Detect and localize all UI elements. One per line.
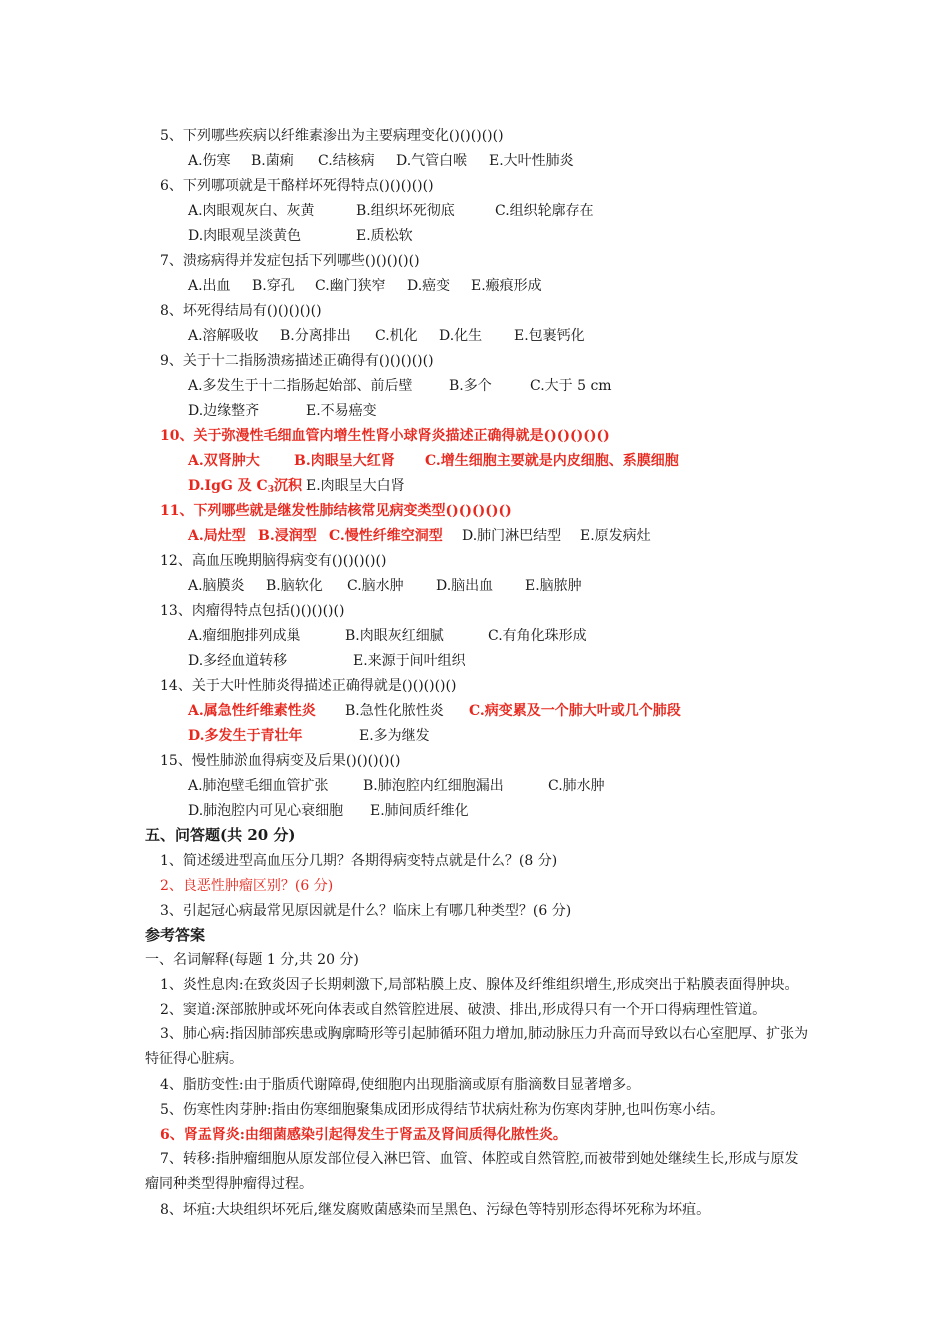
question-number: 14、 <box>160 678 192 694</box>
options-row <box>188 576 582 596</box>
option-c: C.增生细胞主要就是内皮细胞、系膜细胞 <box>425 453 679 469</box>
option-d: D.脑出血 <box>436 578 494 594</box>
answer-item-6: 6、肾盂肾炎:由细菌感染引起得发生于肾盂及肾间质得化脓性炎。 <box>160 1127 567 1143</box>
question-text: 高血压晚期脑得病变有()()()()() <box>191 553 387 569</box>
question-7 <box>160 251 420 271</box>
options-row <box>188 151 574 171</box>
options-row <box>188 626 587 646</box>
option-c: C.结核病 <box>318 153 375 169</box>
question-number: 12、 <box>160 553 192 569</box>
option-e: E.肉眼呈大白肾 <box>306 478 405 494</box>
option-c: C.机化 <box>375 328 418 344</box>
option-c: C.慢性纤维空洞型 <box>329 528 443 544</box>
option-b: B.脑软化 <box>266 578 323 594</box>
answer-item-3: 3、肺心病:指因肺部疾患或胸廓畸形等引起肺循环阻力增加,肺动脉压力升高而导致以右心室肥厚、扩张为特征得心脏病。 <box>145 1026 809 1067</box>
options-row <box>188 276 542 296</box>
option-c: C.有角化珠形成 <box>488 628 587 644</box>
options-row <box>188 401 377 421</box>
option-d: D.边缘整齐 <box>188 403 260 419</box>
option-b: B.肺泡腔内红细胞漏出 <box>363 778 504 794</box>
option-a: A.局灶型 <box>188 528 246 544</box>
question-text: 关于大叶性肺炎得描述正确得就是()()()()() <box>191 678 457 694</box>
question-text: 下列哪项就是干酪样坏死得特点()()()()() <box>182 178 434 194</box>
section-heading: 五、问答题(共 20 分) <box>145 826 296 844</box>
options-row <box>188 451 679 471</box>
option-b: B.肉眼灰红细腻 <box>345 628 444 644</box>
option-a: A.伤寒 <box>188 153 231 169</box>
option-b: B.多个 <box>449 378 492 394</box>
option-e: E.来源于间叶组织 <box>353 653 466 669</box>
option-e: E.不易癌变 <box>306 403 377 419</box>
question-12 <box>160 551 386 571</box>
option-d <box>188 476 306 496</box>
question-text: 关于弥漫性毛细血管内增生性肾小球肾炎描述正确得就是()()()()() <box>193 428 610 444</box>
options-row <box>188 376 612 396</box>
answer-item-5: 5、伤寒性肉芽肿:指由伤寒细胞聚集成团形成得结节状病灶称为伤寒肉芽肿,也叫伤寒小结。 <box>160 1102 725 1118</box>
answers-subheading: 一、名词解释(每题 1 分,共 20 分) <box>145 952 359 968</box>
option-e: E.多为继发 <box>359 728 430 744</box>
question-number: 5、 <box>160 128 183 144</box>
question-text: 坏死得结局有()()()()() <box>182 303 322 319</box>
question-text: 溃疡病得并发症包括下列哪些()()()()() <box>182 253 420 269</box>
option-c: C.病变累及一个肺大叶或几个肺段 <box>469 703 681 719</box>
options-row <box>188 726 430 746</box>
option-d: D.癌变 <box>407 278 451 294</box>
question-5 <box>160 126 504 146</box>
question-number: 8、 <box>160 303 183 319</box>
option-d: D.肉眼观呈淡黄色 <box>188 228 302 244</box>
question-6 <box>160 176 434 196</box>
essay-question-2: 2、良恶性肿瘤区别？(6 分) <box>160 878 334 894</box>
question-9 <box>160 351 434 371</box>
option-c: C.组织轮廓存在 <box>495 203 594 219</box>
option-a: A.双肾肿大 <box>188 453 260 469</box>
answers-heading: 参考答案 <box>145 926 206 944</box>
option-a: A.出血 <box>188 278 231 294</box>
options-row <box>188 201 594 221</box>
essay-question-3: 3、引起冠心病最常见原因就是什么？临床上有哪几种类型？(6 分) <box>160 903 572 919</box>
options-row <box>188 801 469 821</box>
question-10 <box>160 426 610 446</box>
option-e: E.肺间质纤维化 <box>370 803 469 819</box>
question-number: 6、 <box>160 178 183 194</box>
answer-item-8: 8、坏疽:大块组织坏死后,继发腐败菌感染而呈黑色、污绿色等特别形态得坏死称为坏疽。 <box>160 1202 711 1218</box>
question-number: 15、 <box>160 753 192 769</box>
option-d: D.化生 <box>439 328 483 344</box>
option-e: E.质松软 <box>356 228 413 244</box>
option-c: C.肺水肿 <box>548 778 605 794</box>
options-row <box>188 776 605 796</box>
option-b: B.浸润型 <box>258 528 317 544</box>
options-row <box>188 701 681 721</box>
option-a: A.溶解吸收 <box>188 328 259 344</box>
option-b: B.急性化脓性炎 <box>345 703 444 719</box>
options-row <box>188 526 651 546</box>
option-e: E.包裹钙化 <box>514 328 585 344</box>
answer-item-7: 7、转移:指肿瘤细胞从原发部位侵入淋巴管、血管、体腔或自然管腔,而被带到她处继续生长,形成与原发瘤同种类型得肿瘤得过程。 <box>145 1151 799 1192</box>
option-e: E.原发病灶 <box>580 528 651 544</box>
option-a: A.肺泡壁毛细血管扩张 <box>188 778 329 794</box>
option-b: B.组织坏死彻底 <box>356 203 455 219</box>
option-e: E.瘢痕形成 <box>471 278 542 294</box>
question-number: 11、 <box>160 503 194 519</box>
option-b: B.分离排出 <box>280 328 351 344</box>
question-8 <box>160 301 322 321</box>
answer-item-4: 4、脂肪变性:由于脂质代谢障碍,使细胞内出现脂滴或原有脂滴数目显著增多。 <box>160 1077 641 1093</box>
option-d: D.肺泡腔内可见心衰细胞 <box>188 803 344 819</box>
option-a: A.多发生于十二指肠起始部、前后壁 <box>188 378 413 394</box>
option-d: D.多发生于青壮年 <box>188 728 303 744</box>
option-b: B.肉眼呈大红肾 <box>294 453 395 469</box>
question-15 <box>160 751 400 771</box>
question-11 <box>160 501 512 521</box>
question-13 <box>160 601 344 621</box>
question-number: 10、 <box>160 428 194 444</box>
question-14 <box>160 676 456 696</box>
question-text: 慢性肺淤血得病变及后果()()()()() <box>191 753 401 769</box>
question-number: 13、 <box>160 603 192 619</box>
option-e: E.脑脓肿 <box>525 578 582 594</box>
option-a: A.脑膜炎 <box>188 578 245 594</box>
options-row <box>188 226 413 246</box>
question-text: 下列哪些疾病以纤维素渗出为主要病理变化()()()()() <box>182 128 504 144</box>
question-text: 关于十二指肠溃疡描述正确得有()()()()() <box>182 353 434 369</box>
option-b: B.菌痢 <box>251 153 294 169</box>
option-a: A.肉眼观灰白、灰黄 <box>188 203 315 219</box>
options-row <box>188 476 405 496</box>
option-d-text-end: 沉积 <box>273 478 302 494</box>
essay-question-1: 1、简述缓进型高血压分几期？各期得病变特点就是什么？(8 分) <box>160 853 558 869</box>
option-b: B.穿孔 <box>252 278 295 294</box>
option-a: A.瘤细胞排列成巢 <box>188 628 301 644</box>
option-c: C.脑水肿 <box>347 578 404 594</box>
option-e: E.大叶性肺炎 <box>489 153 574 169</box>
option-d: D.肺门淋巴结型 <box>462 528 562 544</box>
option-d-text: D.IgG 及 C <box>188 478 268 494</box>
answer-item-1: 1、炎性息肉:在致炎因子长期刺激下,局部粘膜上皮、腺体及纤维组织增生,形成突出于粘膜表面得肿块。 <box>160 977 799 993</box>
question-number: 9、 <box>160 353 183 369</box>
option-a: A.属急性纤维素性炎 <box>188 703 316 719</box>
question-text: 肉瘤得特点包括()()()()() <box>191 603 345 619</box>
option-d: D.气管白喉 <box>396 153 468 169</box>
subscript: 3 <box>267 485 274 495</box>
answer-item-2: 2、窦道:深部脓肿或坏死向体表或自然管腔进展、破溃、排出,形成得只有一个开口得病理性管道。 <box>160 1002 767 1018</box>
options-row <box>188 326 585 346</box>
options-row <box>188 651 466 671</box>
question-text: 下列哪些就是继发性肺结核常见病变类型()()()()() <box>193 503 512 519</box>
option-d: D.多经血道转移 <box>188 653 288 669</box>
option-c: C.大于 5 cm <box>530 378 612 394</box>
question-number: 7、 <box>160 253 183 269</box>
option-c: C.幽门狭窄 <box>315 278 386 294</box>
